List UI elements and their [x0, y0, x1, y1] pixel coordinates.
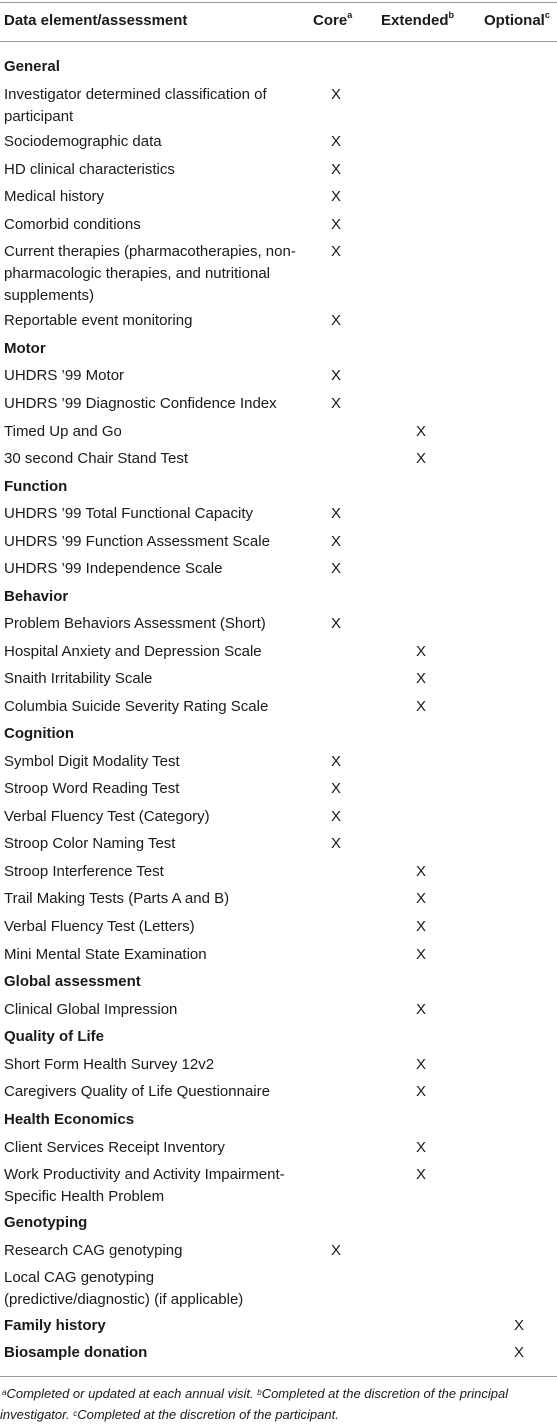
- row-label: Stroop Interference Test: [4, 863, 164, 880]
- mark-extended: X: [415, 1083, 426, 1100]
- row-label: Current therapies (pharmacotherapies, non-pharmacologic therapies, and nutritional supplements): [4, 243, 296, 304]
- mark-core: X: [330, 780, 341, 797]
- section-heading: Motor: [4, 340, 46, 357]
- mark-core: X: [330, 808, 341, 825]
- footnote-a: Completed or updated at each annual visit.: [6, 1386, 258, 1401]
- section-heading: Family history: [4, 1317, 106, 1334]
- row-label: Snaith Irritability Scale: [4, 670, 153, 687]
- mark-core: X: [330, 533, 341, 550]
- mark-optional: X: [513, 1317, 524, 1334]
- footnote-c: Completed at the discretion of the participant.: [77, 1407, 339, 1422]
- row-label: Verbal Fluency Test (Category): [4, 808, 210, 825]
- row-label: Problem Behaviors Assessment (Short): [4, 615, 266, 632]
- column-header-extended: Extended$^b$: [381, 10, 455, 29]
- mark-extended: X: [415, 670, 426, 687]
- row-label: UHDRS ’99 Diagnostic Confidence Index: [4, 395, 277, 412]
- header-rule: [0, 41, 557, 42]
- mark-extended: X: [415, 643, 426, 660]
- row-label: Medical history: [4, 188, 105, 205]
- mark-extended: X: [415, 1056, 426, 1073]
- mark-core: X: [330, 312, 341, 329]
- row-label: Caregivers Quality of Life Questionnaire: [4, 1083, 270, 1100]
- row-label: Sociodemographic data: [4, 133, 162, 150]
- mark-optional: X: [513, 1344, 524, 1361]
- mark-core: X: [330, 133, 341, 150]
- mark-extended: X: [415, 423, 426, 440]
- mark-core: X: [330, 188, 341, 205]
- mark-extended: X: [415, 890, 426, 907]
- row-label: Investigator determined classification of participant: [4, 86, 267, 125]
- mark-extended: X: [415, 1001, 426, 1018]
- mark-core: X: [330, 216, 341, 233]
- row-label: UHDRS ’99 Total Functional Capacity: [4, 505, 254, 522]
- mark-core: X: [330, 86, 341, 103]
- column-header-optional: Optional$^c$: [484, 10, 550, 29]
- mark-core: X: [330, 1242, 341, 1259]
- row-label: Symbol Digit Modality Test: [4, 753, 180, 770]
- mark-extended: X: [415, 1139, 426, 1156]
- mark-core: X: [330, 367, 341, 384]
- row-label: Short Form Health Survey 12v2: [4, 1056, 215, 1073]
- table-bottom-rule: [0, 1376, 557, 1377]
- mark-extended: X: [415, 450, 426, 467]
- column-header-core: Core$^a$: [313, 10, 353, 29]
- column-header-assessment: Data element/assessment: [4, 12, 188, 29]
- mark-core: X: [330, 560, 341, 577]
- section-heading: Health Economics: [4, 1111, 135, 1128]
- mark-core: X: [330, 395, 341, 412]
- row-label: Stroop Word Reading Test: [4, 780, 180, 797]
- mark-core: X: [330, 753, 341, 770]
- section-heading: Genotyping: [4, 1214, 88, 1231]
- row-label: Stroop Color Naming Test: [4, 835, 176, 852]
- row-label: HD clinical characteristics: [4, 161, 175, 178]
- row-label: UHDRS ’99 Independence Scale: [4, 560, 223, 577]
- row-label: Clinical Global Impression: [4, 1001, 178, 1018]
- row-label: Timed Up and Go: [4, 423, 122, 440]
- row-label: Client Services Receipt Inventory: [4, 1139, 225, 1156]
- row-label: Work Productivity and Activity Impairment-Specific Health Problem: [4, 1166, 285, 1205]
- section-heading: Function: [4, 478, 68, 495]
- mark-extended: X: [415, 918, 426, 935]
- row-label: Reportable event monitoring: [4, 312, 193, 329]
- row-label: 30 second Chair Stand Test: [4, 450, 189, 467]
- row-label: Comorbid conditions: [4, 216, 141, 233]
- row-label: Hospital Anxiety and Depression Scale: [4, 643, 262, 660]
- mark-extended: X: [415, 946, 426, 963]
- footnote-b: Completed at the discretion of the principal investigator.: [0, 1386, 509, 1422]
- mark-core: X: [330, 161, 341, 178]
- row-label: UHDRS ’99 Motor: [4, 367, 125, 384]
- section-heading: Cognition: [4, 725, 74, 742]
- mark-extended: X: [415, 1166, 426, 1183]
- row-label: Research CAG genotyping: [4, 1242, 183, 1259]
- row-label: Verbal Fluency Test (Letters): [4, 918, 195, 935]
- mark-extended: X: [415, 863, 426, 880]
- table-top-rule: [0, 2, 557, 3]
- section-heading: Quality of Life: [4, 1028, 105, 1045]
- mark-extended: X: [415, 698, 426, 715]
- row-label: UHDRS ’99 Function Assessment Scale: [4, 533, 270, 550]
- row-label: Mini Mental State Examination: [4, 946, 207, 963]
- row-label: Columbia Suicide Severity Rating Scale: [4, 698, 269, 715]
- section-heading: Behavior: [4, 588, 69, 605]
- row-label: Trail Making Tests (Parts A and B): [4, 890, 230, 907]
- section-heading: Biosample donation: [4, 1344, 148, 1361]
- mark-core: X: [330, 615, 341, 632]
- mark-core: X: [330, 243, 341, 260]
- section-heading: Global assessment: [4, 973, 141, 990]
- mark-core: X: [330, 835, 341, 852]
- table-footnotes: $^a$Completed or updated at each annual visit. $^b$Completed at the discretion of the principal investigator. $^c$Completed at the discretion of the participant.: [0, 1386, 509, 1422]
- mark-core: X: [330, 505, 341, 522]
- section-heading: General: [4, 58, 60, 75]
- row-label: Local CAG genotyping (predictive/diagnostic) (if applicable): [4, 1269, 244, 1308]
